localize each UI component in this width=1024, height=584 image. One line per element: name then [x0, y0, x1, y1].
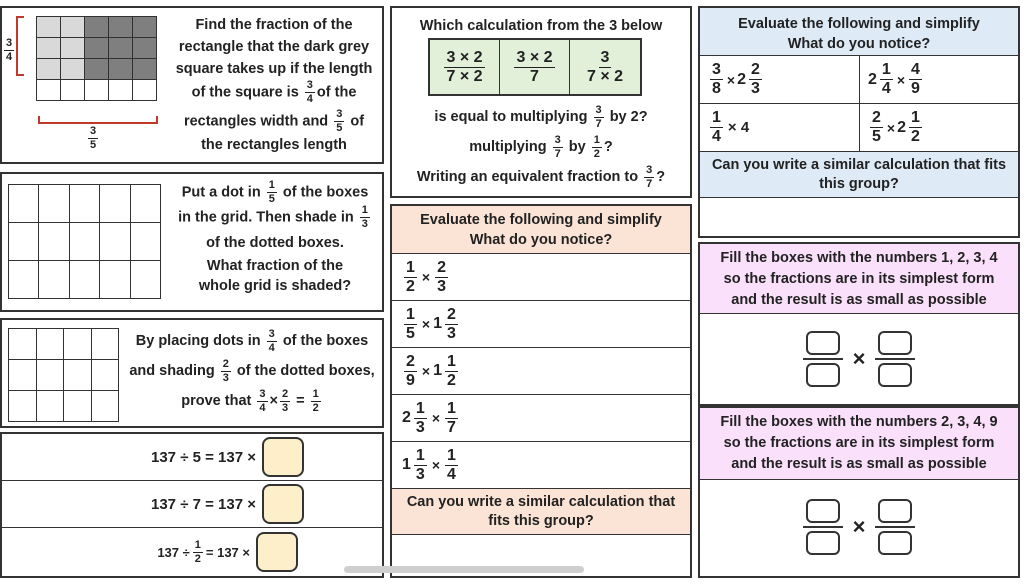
numerator-box[interactable]: [878, 499, 912, 523]
prove-instructions: By placing dots in $\frac{3}{4}$ of the boxes and shading $\frac{2}{3}$ of the dotted boxes, prove that $\frac{3}{4}$ × $\frac{2}{3}$ = $\frac{1}{2}$: [129, 327, 375, 414]
fraction-2: [875, 499, 915, 555]
fraction-boxes: [700, 314, 1018, 404]
fraction-boxes: [700, 480, 1018, 574]
times-sign: ×: [852, 514, 866, 539]
division-row-3: 137 ÷ $\frac{1}{2}$ = 137 ×: [2, 528, 382, 576]
calc-cell-3: $\frac{1}{4}$ × 4: [700, 104, 860, 152]
division-row-1: 137 ÷ 5 = 137 ×: [2, 434, 382, 481]
division-panel: [0, 432, 384, 578]
calculation-options: [428, 38, 642, 96]
times-sign: ×: [852, 346, 866, 371]
dot-instructions: Put a dot in $\frac{1}{5}$ of the boxes in the grid. Then shade in $\frac{1}{3}$ of the dotted boxes. What fraction of the whole grid is shaded?: [178, 179, 369, 294]
similar-question: Can you write a similar calculation that fits this group?: [700, 152, 1018, 198]
calc-row-4: 2 $\frac{1}{3}$ × $\frac{1}{7}$: [392, 395, 690, 442]
prove-panel: [0, 318, 384, 428]
dot-grid-panel: [0, 172, 384, 312]
denominator-box[interactable]: [878, 363, 912, 387]
option-2[interactable]: $\frac{3 \times 2}{7}$: [500, 40, 570, 94]
numerator-box[interactable]: [878, 331, 912, 355]
calc-row-1: $\frac{1}{2}$ × $\frac{2}{3}$: [392, 254, 690, 301]
answer-area[interactable]: [700, 198, 1018, 234]
answer-box[interactable]: [262, 484, 304, 524]
calc-cell-1: $\frac{3}{8}$ × 2 $\frac{2}{3}$: [700, 56, 860, 104]
side-fraction-label: $\frac{3}{4}$: [6, 37, 13, 63]
division-row-2: 137 ÷ 7 = 137 ×: [2, 481, 382, 528]
five-by-three-grid: [8, 184, 161, 299]
calc-row-2: $\frac{1}{5}$ × 1 $\frac{2}{3}$: [392, 301, 690, 348]
option-1[interactable]: $\frac{3 \times 2}{7 \times 2}$: [430, 40, 500, 94]
which-calculation-panel: [390, 6, 692, 198]
evaluate-panel-blue: [698, 6, 1020, 238]
calc-cell-4: $\frac{2}{5}$ × 2 $\frac{1}{2}$: [860, 104, 1018, 152]
fill-boxes-panel-1234: [698, 242, 1020, 406]
rectangle-fraction-panel: [0, 6, 384, 164]
calc-cell-2: 2 $\frac{1}{4}$ × $\frac{4}{9}$: [860, 56, 1018, 104]
bottom-fraction-label: $\frac{3}{5}$: [90, 125, 97, 151]
bottom-bracket: [38, 116, 158, 124]
panel-header: Evaluate the following and simplify What do you notice?: [392, 206, 690, 254]
fill-boxes-panel-2349: [698, 406, 1020, 578]
panel-header: Evaluate the following and simplify What do you notice?: [700, 8, 1018, 56]
calc-grid: [700, 56, 1018, 152]
denominator-box[interactable]: [806, 531, 840, 555]
option-3[interactable]: $\frac{3}{7 \times 2}$: [586, 48, 624, 85]
calc-row-3: $\frac{2}{9}$ × 1 $\frac{1}{2}$: [392, 348, 690, 395]
denominator-box[interactable]: [806, 363, 840, 387]
calc-row-5: 1 $\frac{1}{3}$ × $\frac{1}{4}$: [392, 442, 690, 489]
evaluate-panel-orange: [390, 204, 692, 578]
horizontal-scrollbar[interactable]: [344, 566, 584, 573]
question-lines: is equal to multiplying $\frac{3}{7}$ by 2? multiplying $\frac{3}{7}$ by $\frac{1}{2}$ ? Writing an equivalent fraction to $\frac{3}{7}$ ?: [416, 103, 666, 190]
numerator-box[interactable]: [806, 331, 840, 355]
side-bracket: [16, 16, 24, 76]
fraction-2: [875, 331, 915, 387]
four-by-three-grid: [8, 328, 119, 422]
rectangle-instructions: Find the fraction of the rectangle that the dark grey square takes up if the length of the square is $\frac{3}{4}$ of the rectangles width and $\frac{3}{5}$ of the rectangles length: [175, 17, 373, 153]
numerator-box[interactable]: [806, 499, 840, 523]
fraction-1: [803, 499, 843, 555]
rectangle-grid: [36, 16, 157, 101]
denominator-box[interactable]: [878, 531, 912, 555]
fraction-1: [803, 331, 843, 387]
answer-box[interactable]: [256, 532, 298, 572]
panel-header: Fill the boxes with the numbers 2, 3, 4, 9 so the fractions are in its simplest form and the result is as small as possible: [700, 408, 1018, 480]
panel-title: Which calculation from the 3 below: [419, 18, 663, 34]
answer-box[interactable]: [262, 437, 304, 477]
similar-question: Can you write a similar calculation that fits this group?: [392, 489, 690, 535]
panel-header: Fill the boxes with the numbers 1, 2, 3, 4 so the fractions are in its simplest form and the result is as small as possible: [700, 244, 1018, 314]
